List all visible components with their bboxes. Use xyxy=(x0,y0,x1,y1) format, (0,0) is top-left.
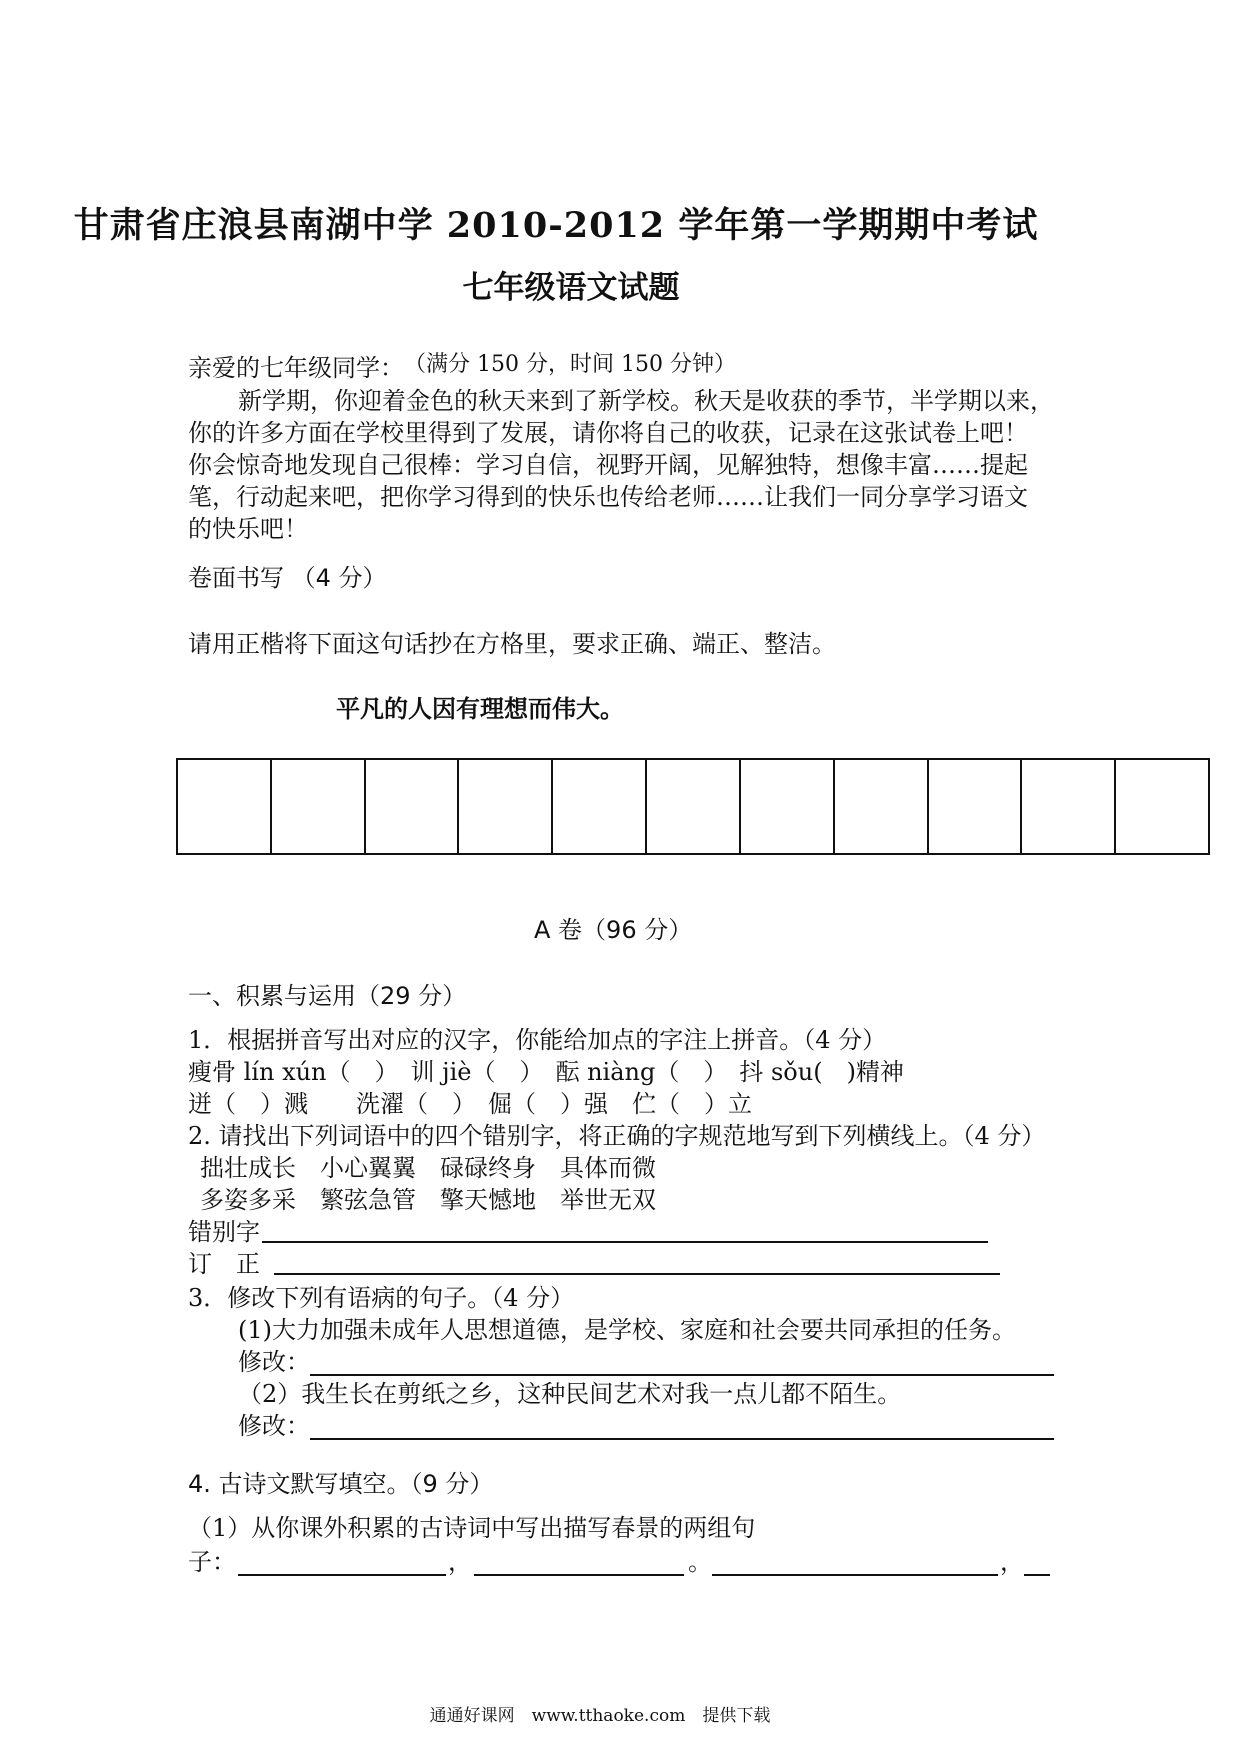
handwriting-heading: 卷面书写 （4 分） xyxy=(188,564,387,592)
q2-errors-label: 错别字 xyxy=(188,1218,260,1246)
grid-cell[interactable] xyxy=(366,760,460,853)
q3-sentence-2: （2）我生长在剪纸之乡，这种民间艺术对我一点儿都不陌生。 xyxy=(238,1380,902,1408)
q4-blank-1[interactable] xyxy=(238,1574,446,1576)
grid-cell[interactable] xyxy=(647,760,741,853)
q1-prompt: 1．根据拼音写出对应的汉字，你能给加点的字注上拼音。（4 分） xyxy=(188,1026,887,1054)
section-a-heading: A 卷（96 分） xyxy=(534,916,693,944)
q4-comma-1: ， xyxy=(448,1548,472,1576)
q3-fix-label-1: 修改： xyxy=(238,1348,310,1376)
handwriting-sentence: 平凡的人因有理想而伟大。 xyxy=(336,695,624,723)
q2-correct-answer-line[interactable] xyxy=(274,1273,1000,1275)
q3-sentence-1: (1)大力加强未成年人思想道德，是学校、家庭和社会要共同承担的任务。 xyxy=(238,1316,1016,1344)
q4-blank-4[interactable] xyxy=(1024,1574,1050,1576)
grid-cell[interactable] xyxy=(1022,760,1116,853)
q2-words-row-2: 多姿多采 繁弦急管 擎天憾地 举世无双 xyxy=(200,1186,656,1214)
intro-line-4: 笔，行动起来吧，把你学习得到的快乐也传给老师……让我们一同分享学习语文 xyxy=(188,483,1028,511)
q3-fix-label-2: 修改： xyxy=(238,1412,310,1440)
q3-fix-answer-line-2[interactable] xyxy=(310,1438,1054,1440)
q3-fix-answer-line-1[interactable] xyxy=(310,1374,1054,1376)
handwriting-instruction: 请用正楷将下面这句话抄在方格里，要求正确、端正、整洁。 xyxy=(188,630,836,658)
q2-words-row-1: 拙壮成长 小心翼翼 碌碌终身 具体而微 xyxy=(200,1154,656,1182)
q4-sub1-line-2-start: 子： xyxy=(188,1548,236,1576)
q4-period: 。 xyxy=(688,1548,712,1576)
q4-prompt: 4. 古诗文默写填空。（9 分） xyxy=(188,1470,494,1498)
grid-cell[interactable] xyxy=(553,760,647,853)
grid-cell[interactable] xyxy=(741,760,835,853)
q2-prompt: 2. 请找出下列词语中的四个错别字，将正确的字规范地写到下列横线上。（4 分） xyxy=(188,1122,1046,1150)
grid-cell[interactable] xyxy=(178,760,272,853)
exam-subtitle: 七年级语文试题 xyxy=(462,270,680,306)
q4-sub1-line-1: （1）从你课外积累的古诗词中写出描写春景的两组句 xyxy=(188,1514,756,1542)
grid-cell[interactable] xyxy=(835,760,929,853)
intro-line-2: 你的许多方面在学校里得到了发展，请你将自己的收获，记录在这张试卷上吧！ xyxy=(188,419,1028,447)
grid-cell[interactable] xyxy=(1116,760,1208,853)
q2-correct-label: 订 正 xyxy=(188,1250,260,1278)
grid-cell[interactable] xyxy=(459,760,553,853)
q4-blank-3[interactable] xyxy=(712,1574,998,1576)
handwriting-grid[interactable] xyxy=(176,758,1210,855)
part1-heading: 一、积累与运用（29 分） xyxy=(188,982,467,1010)
exam-title: 甘肃省庄浪县南湖中学 2010-2012 学年第一学期期中考试 xyxy=(73,205,1039,246)
q1-line-2: 迸（ ）溅 洗濯（ ） 倔（ ）强 伫（ ）立 xyxy=(188,1090,752,1118)
q2-errors-answer-line[interactable] xyxy=(262,1241,988,1243)
intro-line-5: 的快乐吧！ xyxy=(188,515,308,543)
q3-prompt: 3．修改下列有语病的句子。（4 分） xyxy=(188,1284,575,1312)
q1-line-1: 瘦骨 lín xún（ ） 训 jiè（ ） 酝 niàng（ ） 抖 sǒu( )精神 xyxy=(188,1058,904,1086)
intro-line-1: 新学期，你迎着金色的秋天来到了新学校。秋天是收获的季节，半学期以来， xyxy=(238,387,1054,415)
q4-blank-2[interactable] xyxy=(474,1574,684,1576)
grid-cell[interactable] xyxy=(929,760,1023,853)
intro-line-3: 你会惊奇地发现自己很棒：学习自信，视野开阔，见解独特，想像丰富……提起 xyxy=(188,451,1028,479)
exam-meta: （满分 150 分，时间 150 分钟） xyxy=(404,352,736,377)
greeting: 亲爱的七年级同学： xyxy=(188,354,404,382)
footer-credit: 通通好课网 www.tthaoke.com 提供下载 xyxy=(429,1706,771,1726)
q4-comma-2: ， xyxy=(1000,1548,1024,1576)
grid-cell[interactable] xyxy=(272,760,366,853)
